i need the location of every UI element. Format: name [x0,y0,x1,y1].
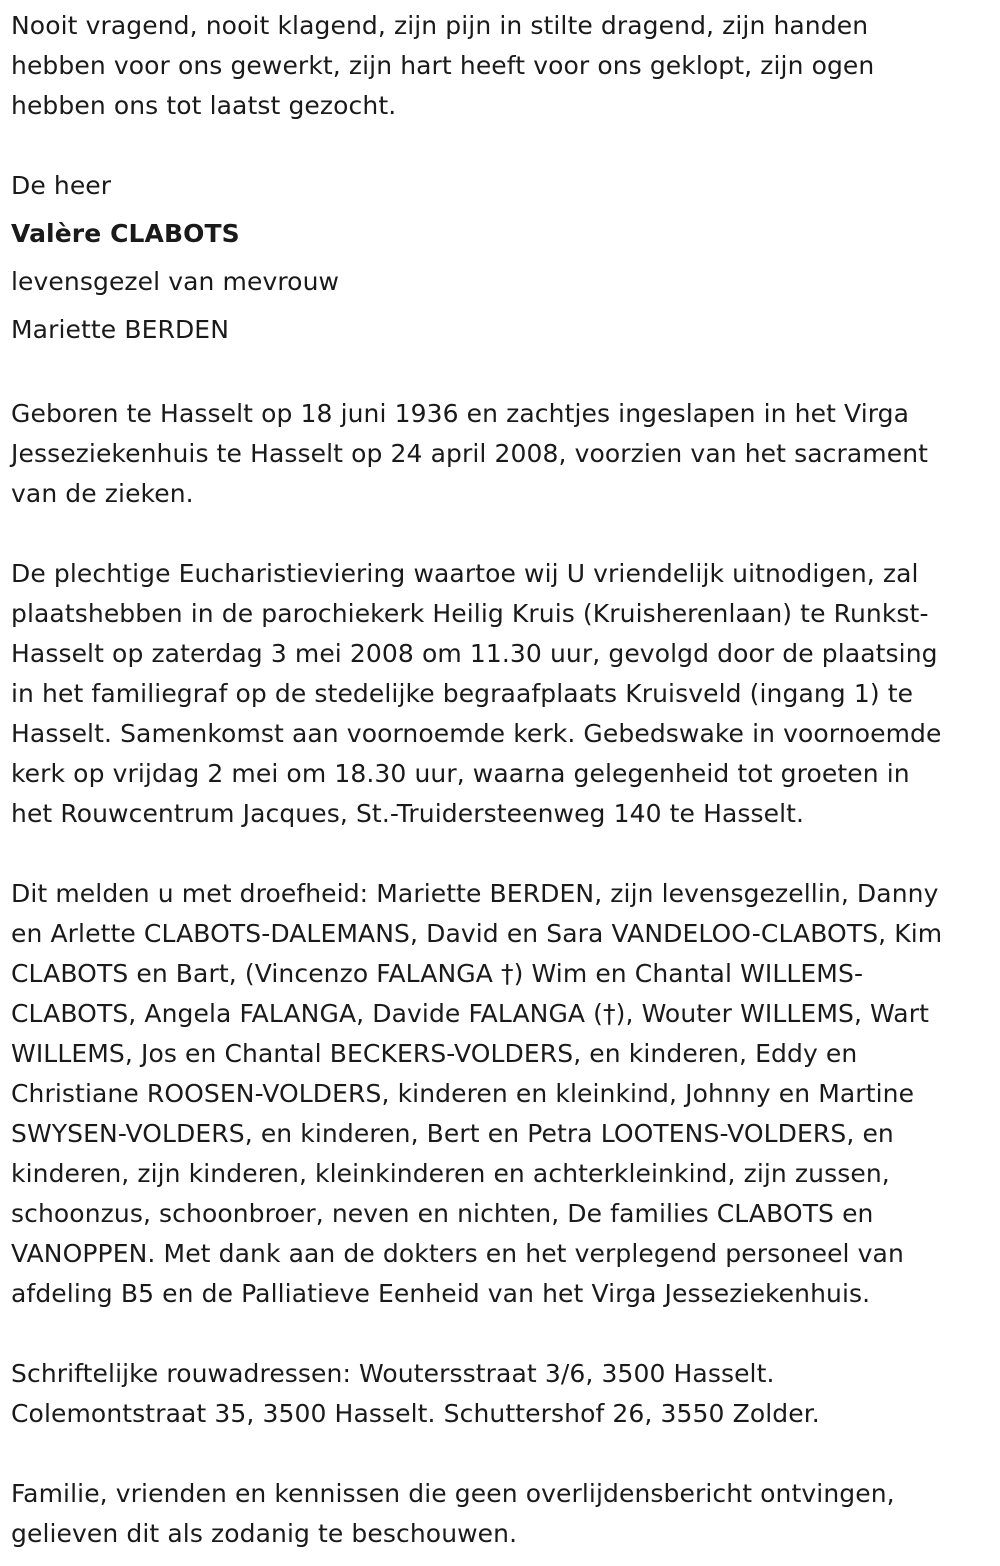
poem-line: Nooit vragend, nooit klagend, zijn pijn in stilte dragend, zijn handen [11,11,869,40]
announcement-paragraph [11,874,990,1314]
address-line: Colemontstraat 35, 3500 Hasselt. Schuttershof 26, 3550 Zolder. [11,1399,820,1428]
birth-death-line: van de zieken. [11,479,194,508]
ceremony-paragraph [11,554,990,834]
closing-line: gelieven dit als zodanig te beschouwen. [11,1519,518,1548]
ceremony-line: Hasselt. Samenkomst aan voornoemde kerk. Gebedswake in voornoemde [11,719,942,748]
announcement-line: en Arlette CLABOTS-DALEMANS, David en Sara VANDELOO-CLABOTS, Kim [11,919,943,948]
closing-paragraph [11,1474,990,1554]
salutation: De heer [11,171,112,200]
ceremony-line: De plechtige Eucharistieviering waartoe wij U vriendelijk uitnodigen, zal [11,559,919,588]
announcement-line: VANOPPEN. Met dank aan de dokters en het verplegend personeel van [11,1239,904,1268]
ceremony-line: kerk op vrijdag 2 mei om 18.30 uur, waarna gelegenheid tot groeten in [11,759,910,788]
ceremony-line: plaatshebben in de parochiekerk Heilig Kruis (Kruisherenlaan) te Runkst- [11,599,929,628]
announcement-line: kinderen, zijn kinderen, kleinkinderen en achterkleinkind, zijn zussen, [11,1159,890,1188]
announcement-line: Christiane ROOSEN-VOLDERS, kinderen en kleinkind, Johnny en Martine [11,1079,915,1108]
announcement-line: WILLEMS, Jos en Chantal BECKERS-VOLDERS, en kinderen, Eddy en [11,1039,858,1068]
ceremony-line: in het familiegraf op de stedelijke begraafplaats Kruisveld (ingang 1) te [11,679,914,708]
announcement-line: CLABOTS en Bart, (Vincenzo FALANGA †) Wim en Chantal WILLEMS- [11,959,864,988]
relation-text: levensgezel van mevrouw [11,267,340,296]
birth-death-line: Geboren te Hasselt op 18 juni 1936 en zachtjes ingeslapen in het Virga [11,399,910,428]
partner-name: Mariette BERDEN [11,315,229,344]
birth-death-paragraph [11,394,990,514]
poem-line: hebben voor ons gewerkt, zijn hart heeft voor ons geklopt, zijn ogen [11,51,875,80]
addresses-paragraph [11,1354,990,1434]
address-line: Schriftelijke rouwadressen: Woutersstraat 3/6, 3500 Hasselt. [11,1359,775,1388]
poem-paragraph [11,6,990,126]
announcement-line: SWYSEN-VOLDERS, en kinderen, Bert en Petra LOOTENS-VOLDERS, en [11,1119,894,1148]
closing-line: Familie, vrienden en kennissen die geen overlijdensbericht ontvingen, [11,1479,895,1508]
announcement-line: CLABOTS, Angela FALANGA, Davide FALANGA (†), Wouter WILLEMS, Wart [11,999,929,1028]
ceremony-line: Hasselt op zaterdag 3 mei 2008 om 11.30 uur, gevolgd door de plaatsing [11,639,938,668]
poem-line: hebben ons tot laatst gezocht. [11,91,397,120]
announcement-line: Dit melden u met droefheid: Mariette BERDEN, zijn levensgezellin, Danny [11,879,939,908]
announcement-line: schoonzus, schoonbroer, neven en nichten, De families CLABOTS en [11,1199,874,1228]
ceremony-line: het Rouwcentrum Jacques, St.-Truidersteenweg 140 te Hasselt. [11,799,805,828]
announcement-line: afdeling B5 en de Palliatieve Eenheid van het Virga Jesseziekenhuis. [11,1279,871,1308]
birth-death-line: Jesseziekenhuis te Hasselt op 24 april 2008, voorzien van het sacrament [11,439,929,468]
deceased-name: Valère CLABOTS [11,219,240,248]
deceased-block [11,166,990,354]
